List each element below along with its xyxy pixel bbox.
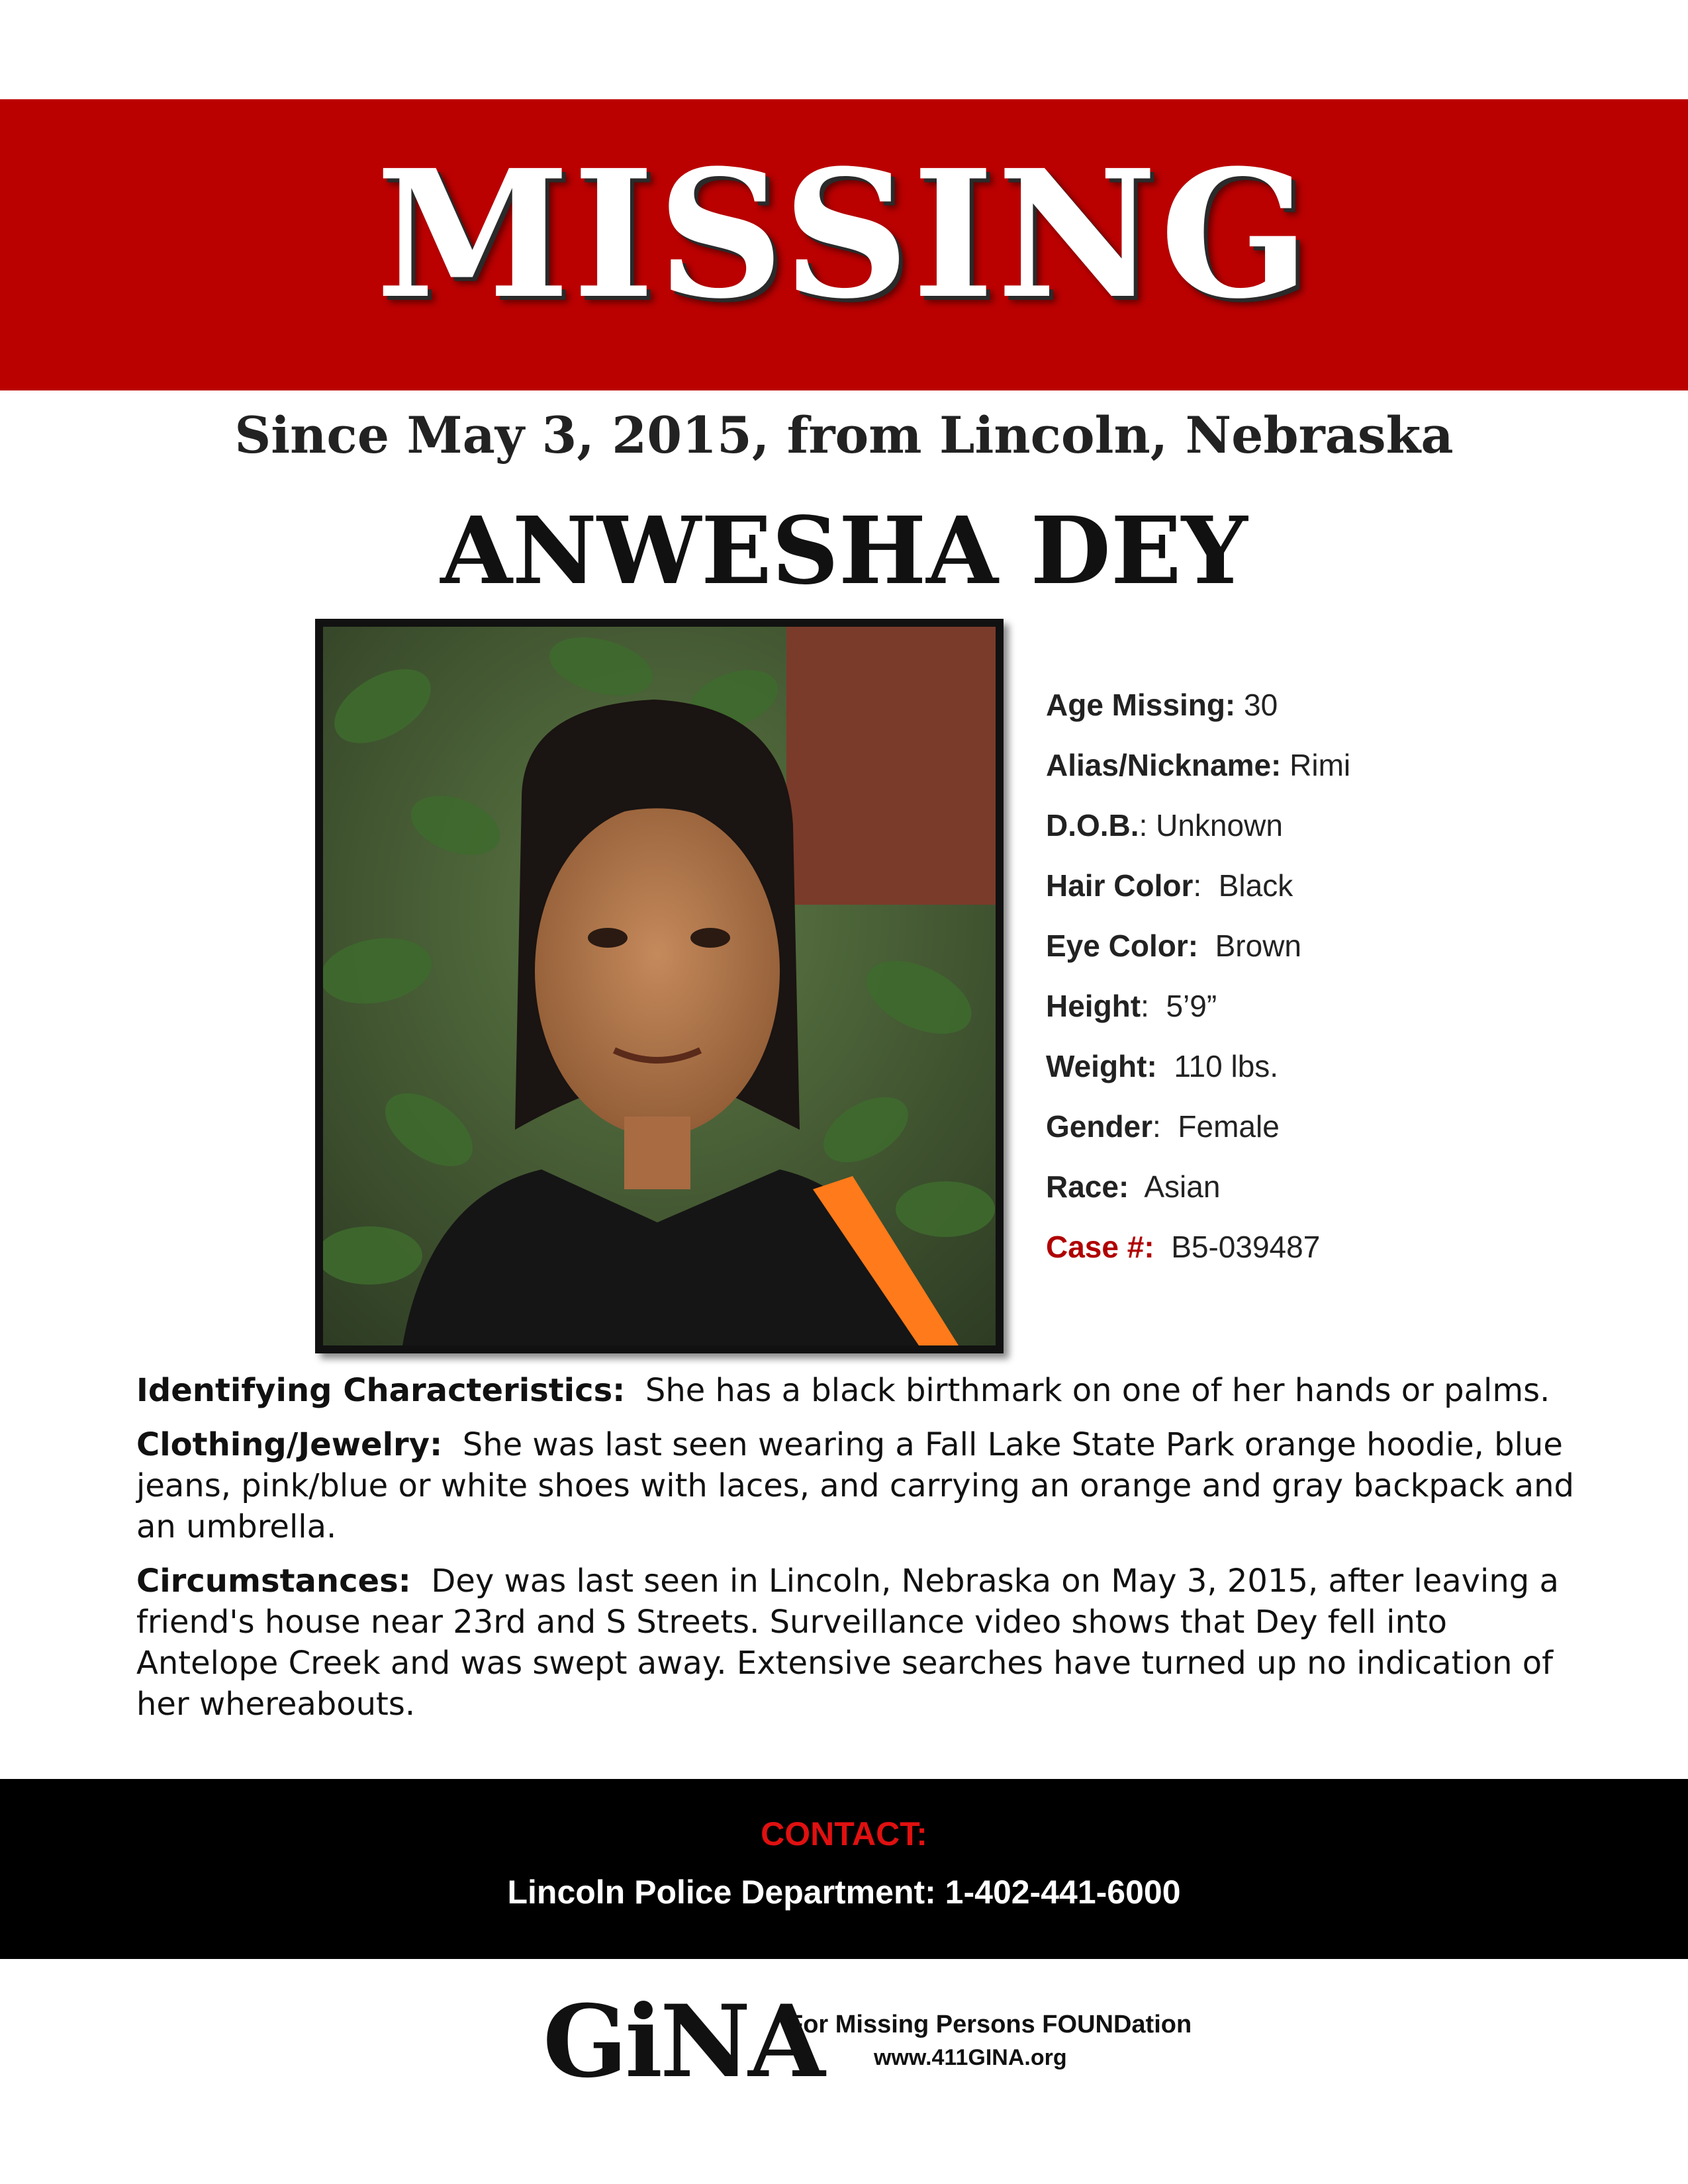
description <box>136 1370 1593 1738</box>
fact-value: B5-039487 <box>1171 1230 1321 1264</box>
person-name: ANWESHA DEY <box>440 497 1248 606</box>
fact-separator: : <box>1193 868 1202 903</box>
fact-separator: : <box>1152 1109 1161 1144</box>
identifying-label: Identifying Characteristics: <box>136 1372 626 1409</box>
fact-dob <box>1046 796 1642 856</box>
fact-age <box>1046 675 1642 735</box>
fact-weight <box>1046 1036 1642 1097</box>
fact-value: Rimi <box>1289 748 1351 782</box>
gina-url: www.411GINA.org <box>874 2045 1067 2070</box>
fact-label: Race: <box>1046 1169 1129 1204</box>
circumstances <box>136 1561 1593 1725</box>
fact-label: Age Missing: <box>1046 688 1236 722</box>
clothing-jewelry <box>136 1424 1593 1547</box>
portrait-photo-image <box>323 627 996 1345</box>
fact-value: 30 <box>1244 688 1278 722</box>
facts-list <box>1046 675 1642 1277</box>
fact-value: 5’9” <box>1166 989 1217 1023</box>
identifying-characteristics <box>136 1370 1593 1411</box>
fact-value: Female <box>1178 1109 1280 1144</box>
identifying-text: She has a black birthmark on one of her hands or palms. <box>645 1372 1550 1409</box>
fact-value: Brown <box>1215 929 1301 963</box>
fact-separator: : <box>1141 989 1149 1023</box>
missing-since-line: Since May 3, 2015, from Lincoln, Nebraska <box>234 406 1454 465</box>
gina-tagline: For Missing Persons FOUNDation <box>788 2011 1192 2038</box>
fact-value: Unknown <box>1156 808 1283 842</box>
fact-label: D.O.B. <box>1046 808 1139 842</box>
portrait-photo <box>315 619 1004 1353</box>
fact-label: Gender <box>1046 1109 1153 1144</box>
fact-label: Case #: <box>1046 1230 1154 1264</box>
fact-case-number <box>1046 1217 1642 1277</box>
fact-eye-color <box>1046 916 1642 976</box>
gina-logo-mark: GiNA <box>543 1983 823 2100</box>
contact-phone-line: Lincoln Police Department: 1-402-441-6000 <box>507 1874 1181 1911</box>
missing-title: MISSING <box>375 132 1313 338</box>
circumstances-text: Dey was last seen in Lincoln, Nebraska on May 3, 2015, after leaving a friend's house near 23rd and S Streets. Surveillance video shows that Dey fell into Antelope Creek and was swept away. Extensive searches have turned up no indication of her whereabouts. <box>136 1563 1559 1723</box>
fact-alias <box>1046 735 1642 796</box>
fact-value: 110 lbs. <box>1174 1049 1279 1083</box>
clothing-text: She was last seen wearing a Fall Lake State Park orange hoodie, blue jeans, pink/blue or white shoes with laces, and carrying an orange and gray backpack and an umbrella. <box>136 1426 1575 1545</box>
fact-label: Hair Color <box>1046 868 1194 903</box>
gina-logo <box>543 1983 1192 2100</box>
fact-value: Asian <box>1144 1169 1221 1204</box>
fact-height <box>1046 976 1642 1036</box>
fact-label: Height <box>1046 989 1141 1023</box>
fact-race <box>1046 1157 1642 1217</box>
clothing-label: Clothing/Jewelry: <box>136 1426 443 1463</box>
circumstances-label: Circumstances: <box>136 1563 411 1600</box>
fact-label: Eye Color: <box>1046 929 1199 963</box>
fact-value: Black <box>1218 868 1293 903</box>
contact-label: CONTACT: <box>761 1815 927 1852</box>
fact-hair-color <box>1046 856 1642 916</box>
contact-bar <box>0 1779 1688 1959</box>
fact-gender <box>1046 1097 1642 1157</box>
fact-label: Alias/Nickname: <box>1046 748 1282 782</box>
fact-label: Weight: <box>1046 1049 1157 1083</box>
fact-separator: : <box>1139 808 1148 842</box>
